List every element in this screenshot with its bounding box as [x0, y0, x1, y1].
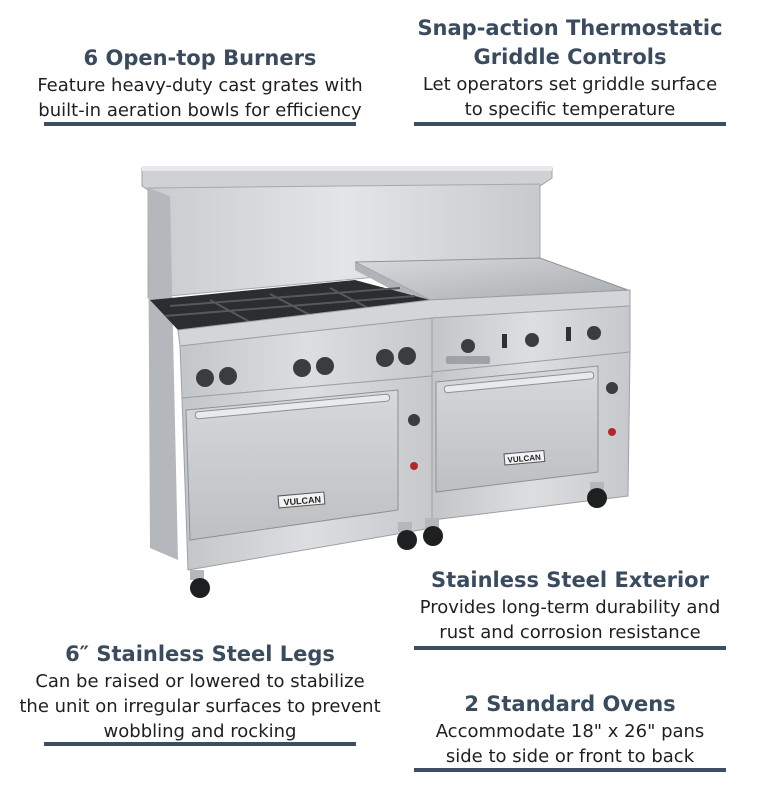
exterior-desc-line-1: Provides long-term durability and — [419, 597, 721, 618]
legs-desc-line-2: the unit on irregular surfaces to prevent — [19, 696, 381, 717]
left-brand-label: VULCAN — [283, 494, 322, 508]
burners-title: 6 Open-top Burners — [83, 46, 317, 70]
right-oven-indicator — [608, 428, 616, 436]
right-brand-label: VULCAN — [507, 452, 542, 465]
left-oven-knob — [408, 414, 420, 426]
knob-2 — [219, 367, 237, 385]
griddle-desc-line-1: Let operators set griddle surface — [422, 74, 718, 95]
griddle-desc-line-2: to specific temperature — [464, 99, 676, 120]
right-oven-knob — [606, 382, 618, 394]
exterior-title: Stainless Steel Exterior — [431, 568, 709, 592]
burners-desc-line-2: built-in aeration bowls for efficiency — [38, 100, 362, 121]
caster-front-left — [190, 578, 210, 598]
legs-desc-line-3: wobbling and rocking — [103, 721, 297, 742]
burners-desc-line-1: Feature heavy-duty cast grates with — [37, 75, 363, 96]
callout-exterior — [400, 566, 740, 645]
griddle-title-line-1: Snap-action Thermostatic — [417, 16, 723, 40]
knob-1 — [196, 369, 214, 387]
legs-underline — [44, 742, 356, 746]
left-oven-indicator — [410, 462, 418, 470]
knob-4 — [316, 357, 334, 375]
knob-5 — [376, 349, 394, 367]
callout-griddle — [400, 14, 740, 122]
legs-title: 6″ Stainless Steel Legs — [65, 642, 335, 666]
caster-front-mid-left — [397, 530, 417, 550]
griddle-knob-1 — [461, 339, 475, 353]
knob-6 — [398, 347, 416, 365]
callout-ovens — [400, 690, 740, 769]
caster-front-mid-right — [423, 526, 443, 546]
griddle-underline — [414, 122, 726, 126]
legs-desc-line-1: Can be raised or lowered to stabilize — [35, 671, 365, 692]
ovens-desc-line-2: side to side or front to back — [445, 746, 695, 767]
ovens-desc-line-1: Accommodate 18" x 26" pans — [435, 721, 705, 742]
caster-front-right — [587, 488, 607, 508]
griddle-title-line-2: Griddle Controls — [473, 45, 667, 69]
griddle-knob-2 — [525, 333, 539, 347]
callout-legs — [10, 640, 390, 744]
ovens-title: 2 Standard Ovens — [464, 692, 676, 716]
knob-3 — [293, 359, 311, 377]
griddle-knob-3 — [587, 326, 601, 340]
griddle-trough — [446, 356, 490, 364]
callout-burners — [20, 44, 380, 123]
ovens-underline — [414, 768, 726, 772]
exterior-underline — [414, 646, 726, 650]
burners-underline — [44, 122, 356, 126]
exterior-desc-line-2: rust and corrosion resistance — [439, 622, 701, 643]
